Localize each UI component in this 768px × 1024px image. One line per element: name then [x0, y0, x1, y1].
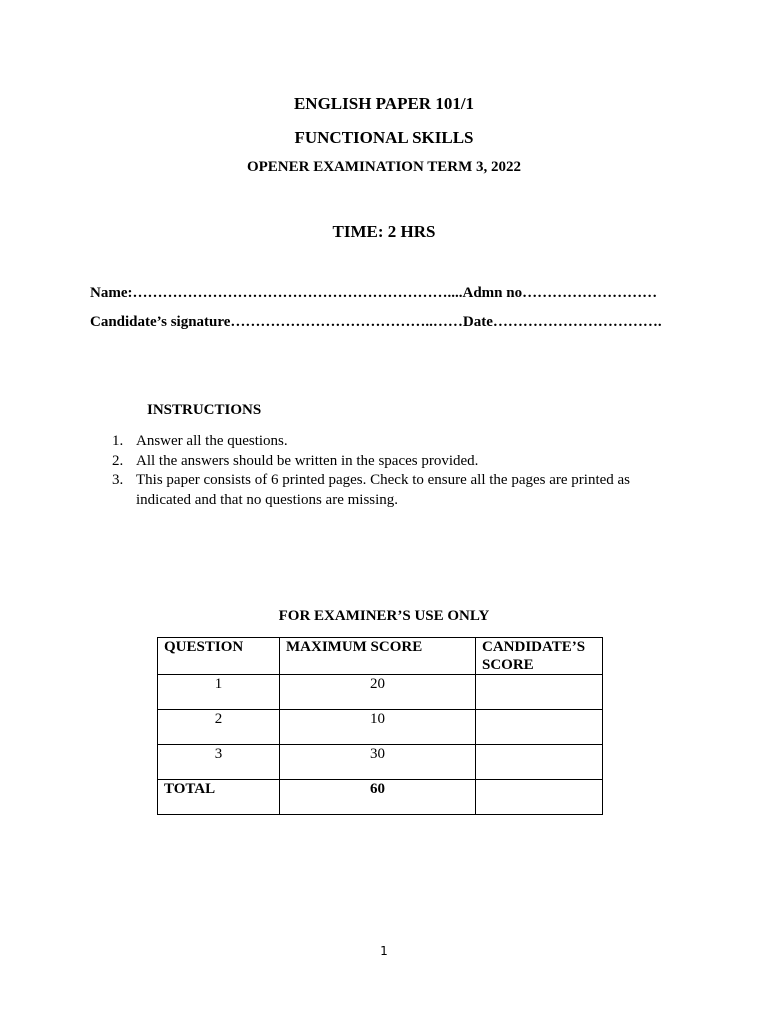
examiner-heading: FOR EXAMINER’S USE ONLY: [278, 608, 490, 624]
instruction-item: [112, 471, 652, 510]
total-row: [158, 780, 603, 815]
table-row: [158, 675, 603, 710]
question-cell: 2: [158, 710, 280, 745]
max-score-cell: 10: [280, 710, 476, 745]
signature-date-line: Candidate’s signature…………………………………..……Date…………………………….: [90, 314, 662, 330]
max-score-cell: 30: [280, 745, 476, 780]
instruction-text: All the answers should be written in the spaces provided.: [136, 452, 479, 469]
time-allowed: TIME: 2 HRS: [332, 222, 436, 241]
score-table: [157, 637, 603, 815]
question-cell: 1: [158, 675, 280, 710]
instruction-text: This paper consists of 6 printed pages. Check to ensure all the pages are printed as indicated and that no questions are missing.: [136, 472, 631, 508]
question-cell: 3: [158, 745, 280, 780]
total-max-score: 60: [280, 780, 476, 815]
instruction-item: [112, 432, 652, 452]
candidate-score-cell[interactable]: [476, 675, 603, 710]
candidate-score-cell[interactable]: [476, 710, 603, 745]
column-header-max-score: MAXIMUM SCORE: [280, 638, 476, 675]
table-row: [158, 710, 603, 745]
instructions-list: [112, 432, 652, 510]
table-header-row: [158, 638, 603, 675]
instruction-text: Answer all the questions.: [136, 433, 288, 449]
exam-name: OPENER EXAMINATION TERM 3, 2022: [246, 159, 522, 175]
instruction-item: [112, 452, 652, 472]
total-candidate-score-cell[interactable]: [476, 780, 603, 815]
instruction-number: 3.: [112, 472, 124, 488]
column-header-question: QUESTION: [158, 638, 280, 675]
instructions-heading: INSTRUCTIONS: [147, 402, 262, 418]
column-header-candidate-score: CANDIDATE’S SCORE: [476, 638, 603, 675]
page-number: 1: [380, 944, 388, 958]
paper-subtitle: FUNCTIONAL SKILLS: [294, 128, 474, 147]
candidate-score-cell[interactable]: [476, 745, 603, 780]
paper-title: ENGLISH PAPER 101/1: [293, 94, 475, 113]
instruction-number: 2.: [112, 452, 124, 469]
name-admission-line: Name:………………………………………………………....Admn no………………………: [90, 285, 658, 301]
table-row: [158, 745, 603, 780]
max-score-cell: 20: [280, 675, 476, 710]
instruction-number: 1.: [112, 433, 124, 449]
total-label: TOTAL: [158, 780, 280, 815]
